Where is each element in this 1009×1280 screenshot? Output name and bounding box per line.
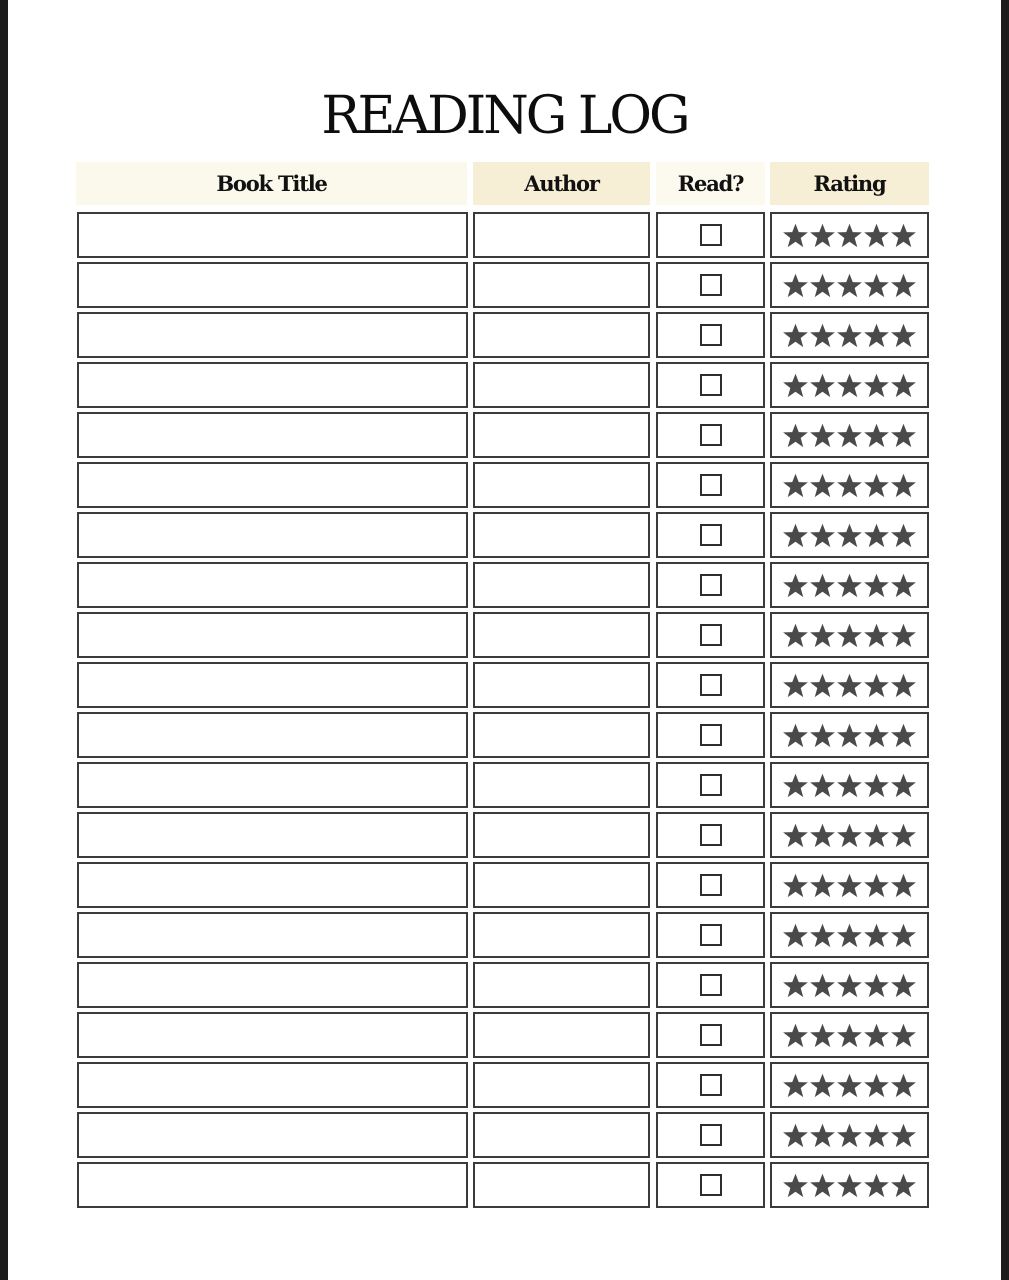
author-field[interactable]: [473, 1162, 650, 1208]
rating-cell: [770, 612, 929, 658]
star-icon[interactable]: [863, 222, 890, 249]
star-rating[interactable]: [782, 772, 917, 799]
table-row: [0, 312, 1009, 362]
author-field[interactable]: [473, 762, 650, 808]
star-icon[interactable]: [863, 572, 890, 599]
star-icon[interactable]: [782, 1072, 809, 1099]
read-cell: [656, 762, 765, 808]
star-icon[interactable]: [836, 922, 863, 949]
read-checkbox[interactable]: [700, 574, 722, 596]
star-icon[interactable]: [782, 472, 809, 499]
star-icon[interactable]: [782, 672, 809, 699]
star-icon[interactable]: [863, 722, 890, 749]
star-icon[interactable]: [809, 822, 836, 849]
star-icon[interactable]: [890, 822, 917, 849]
read-cell: [656, 362, 765, 408]
rating-cell: [770, 1162, 929, 1208]
header-read: Read?: [656, 162, 765, 205]
read-checkbox[interactable]: [700, 1074, 722, 1096]
star-rating[interactable]: [782, 472, 917, 499]
read-checkbox[interactable]: [700, 924, 722, 946]
star-rating[interactable]: [782, 1172, 917, 1199]
read-checkbox[interactable]: [700, 874, 722, 896]
star-rating[interactable]: [782, 972, 917, 999]
rating-cell: [770, 912, 929, 958]
read-checkbox[interactable]: [700, 274, 722, 296]
star-icon[interactable]: [890, 622, 917, 649]
read-cell: [656, 212, 765, 258]
book-title-field[interactable]: [77, 1162, 468, 1208]
read-checkbox[interactable]: [700, 424, 722, 446]
star-icon[interactable]: [890, 522, 917, 549]
header-book-title: Book Title: [76, 162, 467, 205]
star-icon[interactable]: [836, 322, 863, 349]
author-field[interactable]: [473, 662, 650, 708]
author-field[interactable]: [473, 262, 650, 308]
star-icon[interactable]: [809, 1122, 836, 1149]
read-cell: [656, 562, 765, 608]
star-icon[interactable]: [782, 322, 809, 349]
book-title-field[interactable]: [77, 312, 468, 358]
star-icon[interactable]: [782, 922, 809, 949]
star-icon[interactable]: [890, 722, 917, 749]
read-cell: [656, 862, 765, 908]
star-icon[interactable]: [890, 922, 917, 949]
star-icon[interactable]: [863, 522, 890, 549]
star-icon[interactable]: [863, 272, 890, 299]
star-icon[interactable]: [863, 472, 890, 499]
author-field[interactable]: [473, 512, 650, 558]
star-icon[interactable]: [863, 1072, 890, 1099]
book-title-field[interactable]: [77, 1012, 468, 1058]
read-checkbox[interactable]: [700, 824, 722, 846]
star-icon[interactable]: [782, 822, 809, 849]
book-title-field[interactable]: [77, 262, 468, 308]
star-icon[interactable]: [782, 872, 809, 899]
star-icon[interactable]: [836, 1072, 863, 1099]
book-title-field[interactable]: [77, 512, 468, 558]
star-rating[interactable]: [782, 822, 917, 849]
author-field[interactable]: [473, 312, 650, 358]
book-title-field[interactable]: [77, 562, 468, 608]
star-icon[interactable]: [836, 622, 863, 649]
read-checkbox[interactable]: [700, 524, 722, 546]
star-icon[interactable]: [809, 522, 836, 549]
star-icon[interactable]: [890, 472, 917, 499]
reading-log-rows: [0, 212, 1009, 1212]
book-title-field[interactable]: [77, 862, 468, 908]
table-row: [0, 562, 1009, 612]
book-title-field[interactable]: [77, 1112, 468, 1158]
star-rating[interactable]: [782, 572, 917, 599]
star-icon[interactable]: [836, 822, 863, 849]
read-cell: [656, 912, 765, 958]
star-icon[interactable]: [809, 1172, 836, 1199]
star-rating[interactable]: [782, 372, 917, 399]
star-icon[interactable]: [890, 1122, 917, 1149]
star-rating[interactable]: [782, 322, 917, 349]
table-row: [0, 362, 1009, 412]
read-cell: [656, 412, 765, 458]
star-icon[interactable]: [836, 972, 863, 999]
star-icon[interactable]: [836, 1122, 863, 1149]
star-icon[interactable]: [809, 472, 836, 499]
star-icon[interactable]: [863, 872, 890, 899]
star-icon[interactable]: [836, 372, 863, 399]
read-cell: [656, 1162, 765, 1208]
book-title-field[interactable]: [77, 412, 468, 458]
table-row: [0, 762, 1009, 812]
header-rating: Rating: [770, 162, 929, 205]
star-icon[interactable]: [890, 572, 917, 599]
star-icon[interactable]: [809, 922, 836, 949]
star-icon[interactable]: [863, 822, 890, 849]
star-rating[interactable]: [782, 872, 917, 899]
star-icon[interactable]: [863, 672, 890, 699]
rating-cell: [770, 862, 929, 908]
star-icon[interactable]: [890, 972, 917, 999]
star-rating[interactable]: [782, 672, 917, 699]
rating-cell: [770, 1112, 929, 1158]
star-icon[interactable]: [782, 572, 809, 599]
read-cell: [656, 312, 765, 358]
rating-cell: [770, 362, 929, 408]
star-icon[interactable]: [782, 1172, 809, 1199]
star-rating[interactable]: [782, 222, 917, 249]
star-icon[interactable]: [863, 972, 890, 999]
book-title-field[interactable]: [77, 462, 468, 508]
table-row: [0, 212, 1009, 262]
star-rating[interactable]: [782, 722, 917, 749]
star-icon[interactable]: [836, 222, 863, 249]
star-icon[interactable]: [890, 372, 917, 399]
rating-cell: [770, 762, 929, 808]
rating-cell: [770, 812, 929, 858]
table-row: [0, 612, 1009, 662]
star-icon[interactable]: [809, 1072, 836, 1099]
star-icon[interactable]: [890, 1172, 917, 1199]
table-row: [0, 1162, 1009, 1212]
star-icon[interactable]: [836, 472, 863, 499]
table-row: [0, 1112, 1009, 1162]
author-field[interactable]: [473, 462, 650, 508]
star-icon[interactable]: [836, 872, 863, 899]
table-row: [0, 962, 1009, 1012]
book-title-field[interactable]: [77, 812, 468, 858]
table-row: [0, 262, 1009, 312]
read-checkbox[interactable]: [700, 374, 722, 396]
rating-cell: [770, 512, 929, 558]
star-icon[interactable]: [890, 872, 917, 899]
read-checkbox[interactable]: [700, 1024, 722, 1046]
author-field[interactable]: [473, 962, 650, 1008]
star-icon[interactable]: [863, 622, 890, 649]
book-title-field[interactable]: [77, 962, 468, 1008]
star-icon[interactable]: [809, 1022, 836, 1049]
star-icon[interactable]: [836, 772, 863, 799]
rating-cell: [770, 562, 929, 608]
author-field[interactable]: [473, 412, 650, 458]
star-icon[interactable]: [863, 922, 890, 949]
star-icon[interactable]: [809, 572, 836, 599]
star-icon[interactable]: [809, 422, 836, 449]
star-rating[interactable]: [782, 1022, 917, 1049]
star-icon[interactable]: [890, 672, 917, 699]
book-title-field[interactable]: [77, 212, 468, 258]
book-title-field[interactable]: [77, 612, 468, 658]
star-icon[interactable]: [809, 622, 836, 649]
author-field[interactable]: [473, 362, 650, 408]
read-checkbox[interactable]: [700, 324, 722, 346]
rating-cell: [770, 712, 929, 758]
star-icon[interactable]: [809, 722, 836, 749]
star-icon[interactable]: [863, 1022, 890, 1049]
star-icon[interactable]: [836, 722, 863, 749]
header-author: Author: [473, 162, 650, 205]
star-rating[interactable]: [782, 922, 917, 949]
read-checkbox[interactable]: [700, 224, 722, 246]
rating-cell: [770, 212, 929, 258]
book-title-field[interactable]: [77, 362, 468, 408]
author-field[interactable]: [473, 562, 650, 608]
star-icon[interactable]: [890, 1072, 917, 1099]
table-row: [0, 412, 1009, 462]
author-field[interactable]: [473, 712, 650, 758]
star-icon[interactable]: [836, 1172, 863, 1199]
read-cell: [656, 1112, 765, 1158]
star-icon[interactable]: [863, 422, 890, 449]
table-row: [0, 662, 1009, 712]
read-cell: [656, 662, 765, 708]
rating-cell: [770, 462, 929, 508]
table-row: [0, 812, 1009, 862]
star-icon[interactable]: [809, 872, 836, 899]
star-icon[interactable]: [782, 522, 809, 549]
read-cell: [656, 962, 765, 1008]
star-icon[interactable]: [809, 972, 836, 999]
table-row: [0, 862, 1009, 912]
star-icon[interactable]: [782, 1022, 809, 1049]
star-icon[interactable]: [863, 1172, 890, 1199]
star-icon[interactable]: [782, 1122, 809, 1149]
author-field[interactable]: [473, 1112, 650, 1158]
star-icon[interactable]: [863, 322, 890, 349]
rating-cell: [770, 1012, 929, 1058]
star-icon[interactable]: [890, 272, 917, 299]
star-icon[interactable]: [863, 772, 890, 799]
star-icon[interactable]: [782, 722, 809, 749]
book-title-field[interactable]: [77, 912, 468, 958]
read-checkbox[interactable]: [700, 474, 722, 496]
star-rating[interactable]: [782, 1072, 917, 1099]
book-title-field[interactable]: [77, 762, 468, 808]
star-rating[interactable]: [782, 272, 917, 299]
star-icon[interactable]: [782, 272, 809, 299]
author-field[interactable]: [473, 812, 650, 858]
read-checkbox[interactable]: [700, 974, 722, 996]
star-icon[interactable]: [890, 422, 917, 449]
star-rating[interactable]: [782, 1122, 917, 1149]
read-cell: [656, 262, 765, 308]
table-row: [0, 462, 1009, 512]
page-title: READING LOG: [321, 86, 688, 146]
book-title-field[interactable]: [77, 662, 468, 708]
rating-cell: [770, 1062, 929, 1108]
read-checkbox[interactable]: [700, 624, 722, 646]
star-rating[interactable]: [782, 522, 917, 549]
author-field[interactable]: [473, 612, 650, 658]
read-cell: [656, 712, 765, 758]
star-icon[interactable]: [890, 772, 917, 799]
table-row: [0, 512, 1009, 562]
star-icon[interactable]: [809, 272, 836, 299]
star-icon[interactable]: [836, 422, 863, 449]
star-icon[interactable]: [782, 622, 809, 649]
table-row: [0, 912, 1009, 962]
star-rating[interactable]: [782, 422, 917, 449]
rating-cell: [770, 312, 929, 358]
read-cell: [656, 1012, 765, 1058]
rating-cell: [770, 962, 929, 1008]
read-cell: [656, 812, 765, 858]
read-checkbox[interactable]: [700, 674, 722, 696]
author-field[interactable]: [473, 912, 650, 958]
table-row: [0, 1012, 1009, 1062]
book-title-field[interactable]: [77, 1062, 468, 1108]
rating-cell: [770, 262, 929, 308]
star-icon[interactable]: [890, 222, 917, 249]
star-icon[interactable]: [890, 322, 917, 349]
star-rating[interactable]: [782, 622, 917, 649]
star-icon[interactable]: [863, 372, 890, 399]
star-icon[interactable]: [863, 1122, 890, 1149]
read-cell: [656, 1062, 765, 1108]
read-checkbox[interactable]: [700, 1174, 722, 1196]
table-row: [0, 1062, 1009, 1112]
rating-cell: [770, 412, 929, 458]
author-field[interactable]: [473, 862, 650, 908]
author-field[interactable]: [473, 1062, 650, 1108]
star-icon[interactable]: [836, 272, 863, 299]
author-field[interactable]: [473, 212, 650, 258]
rating-cell: [770, 662, 929, 708]
read-checkbox[interactable]: [700, 774, 722, 796]
read-checkbox[interactable]: [700, 1124, 722, 1146]
star-icon[interactable]: [890, 1022, 917, 1049]
star-icon[interactable]: [809, 372, 836, 399]
star-icon[interactable]: [782, 222, 809, 249]
read-cell: [656, 512, 765, 558]
star-icon[interactable]: [809, 672, 836, 699]
star-icon[interactable]: [809, 772, 836, 799]
read-cell: [656, 612, 765, 658]
star-icon[interactable]: [782, 772, 809, 799]
star-icon[interactable]: [782, 422, 809, 449]
read-cell: [656, 462, 765, 508]
read-checkbox[interactable]: [700, 724, 722, 746]
star-icon[interactable]: [836, 672, 863, 699]
star-icon[interactable]: [809, 322, 836, 349]
star-icon[interactable]: [809, 222, 836, 249]
table-row: [0, 712, 1009, 762]
book-title-field[interactable]: [77, 712, 468, 758]
star-icon[interactable]: [836, 572, 863, 599]
star-icon[interactable]: [836, 1022, 863, 1049]
star-icon[interactable]: [836, 522, 863, 549]
star-icon[interactable]: [782, 372, 809, 399]
author-field[interactable]: [473, 1012, 650, 1058]
star-icon[interactable]: [782, 972, 809, 999]
